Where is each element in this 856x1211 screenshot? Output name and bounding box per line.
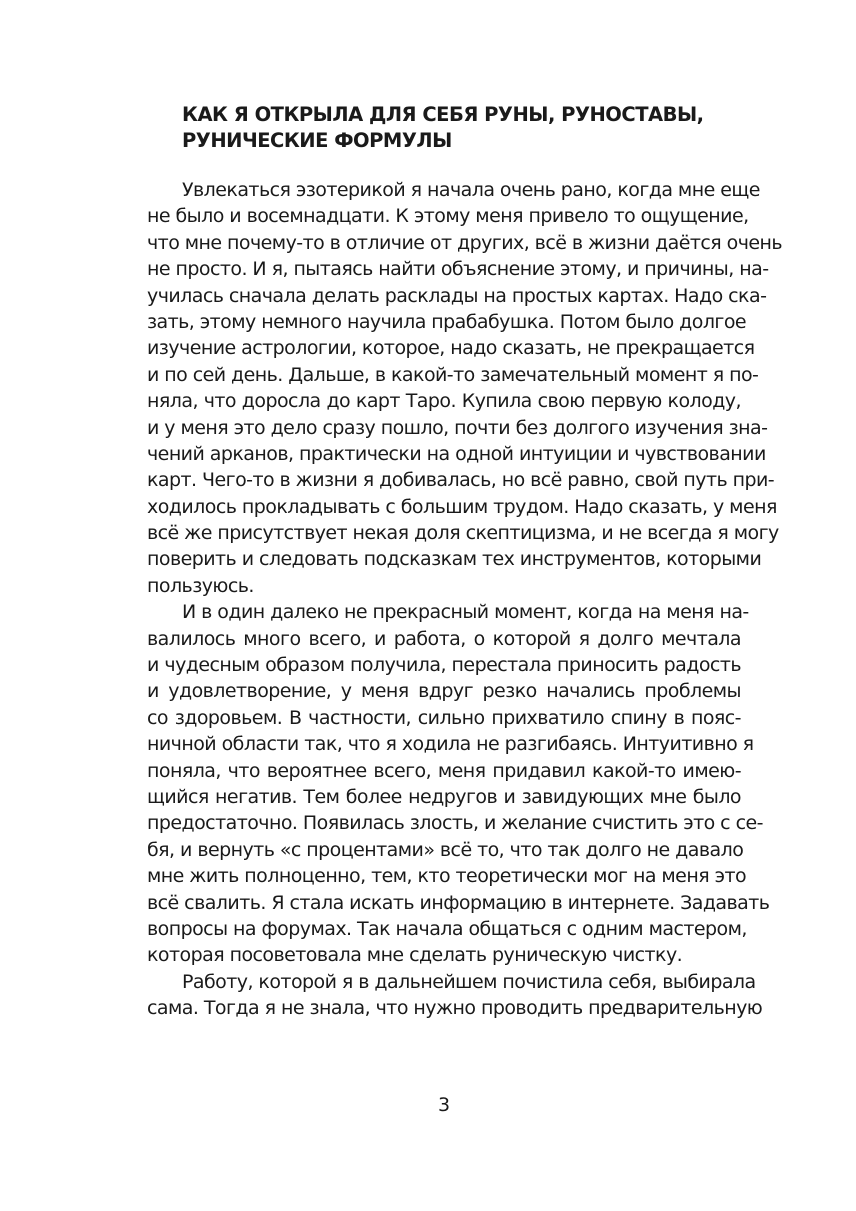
paragraph-2-line: вопросы на форумах. Так начала общаться с одним мастером, bbox=[147, 917, 747, 940]
paragraph-1-line: пользуюсь. bbox=[147, 574, 254, 597]
paragraph-2-line: валилось много всего, и работа, о которой я долго мечтала bbox=[147, 627, 741, 650]
paragraph-1-line: и у меня это дело сразу пошло, почти без долгого изучения зна- bbox=[147, 416, 768, 439]
paragraph-1-line: ходилось прокладывать с большим трудом. Надо сказать, у меня bbox=[147, 495, 777, 518]
chapter-heading-line: КАК Я ОТКРЫЛА ДЛЯ СЕБЯ РУНЫ, РУНОСТАВЫ, bbox=[182, 103, 704, 126]
paragraph-1-line: карт. Чего-то в жизни я добивалась, но всё равно, свой путь при- bbox=[147, 469, 775, 492]
paragraph-2-line: и чудесным образом получила, перестала приносить радость bbox=[147, 654, 741, 677]
paragraph-3-line: сама. Тогда я не знала, что нужно проводить предварительную bbox=[147, 997, 763, 1020]
paragraph-2-line: всё свалить. Я стала искать информацию в интернете. Задавать bbox=[147, 891, 770, 914]
paragraph-3-line: Работу, которой я в дальнейшем почистила себя, выбирала bbox=[182, 970, 756, 993]
body-text bbox=[147, 177, 783, 1022]
paragraph-2-line: и удовлетворение, у меня вдруг резко начались проблемы bbox=[147, 680, 741, 703]
paragraph-2-line: поняла, что вероятнее всего, меня придавил какой-то имею- bbox=[147, 759, 741, 782]
paragraph-2-line: которая посоветовала мне сделать руническую чистку. bbox=[147, 944, 683, 967]
chapter-heading bbox=[182, 102, 742, 154]
paragraph-1-line: изучение астрологии, которое, надо сказать, не прекращается bbox=[147, 337, 755, 360]
paragraph-1-line: зать, этому немного научила прабабушка. Потом было долгое bbox=[147, 310, 747, 333]
paragraph-2-line: предостаточно. Появилась злость, и желание счистить это с се- bbox=[147, 812, 763, 835]
paragraph-1-line: Увлекаться эзотерикой я начала очень рано, когда мне еще bbox=[182, 179, 760, 201]
paragraph-1-line: не просто. И я, пытаясь найти объяснение этому, и причины, на- bbox=[147, 258, 769, 281]
paragraph-2-line: ничной области так, что я ходила не разгибаясь. Интуитивно я bbox=[147, 733, 754, 756]
page-number: 3 bbox=[437, 1094, 451, 1116]
paragraph-1-line: чений арканов, практически на одной интуиции и чувствовании bbox=[147, 442, 766, 465]
paragraph-2-line: бя, и вернуть «с процентами» всё то, что так долго не давало bbox=[147, 838, 744, 861]
paragraph-2-line: щийся негатив. Тем более недругов и завидующих мне было bbox=[147, 785, 741, 808]
paragraph-1-line: и по сей день. Дальше, в какой-то замечательный момент я по- bbox=[147, 363, 759, 386]
paragraph-1-line: няла, что доросла до карт Таро. Купила свою первую колоду, bbox=[147, 390, 741, 413]
paragraph-1-line: что мне почему-то в отличие от других, всё в жизни даётся очень bbox=[147, 231, 783, 254]
paragraph-1-line: не было и восемнадцати. К этому меня привело то ощущение, bbox=[147, 205, 749, 228]
paragraph-1-line: всё же присутствует некая доля скептицизма, и не всегда я могу bbox=[147, 522, 779, 545]
chapter-heading-line: РУНИЧЕСКИЕ ФОРМУЛЫ bbox=[182, 129, 452, 152]
paragraph-2-line: мне жить полноценно, тем, кто теоретически мог на меня это bbox=[147, 865, 747, 888]
paragraph-1-line: училась сначала делать расклады на простых картах. Надо ска- bbox=[147, 284, 767, 307]
paragraph-1-line: поверить и следовать подсказкам тех инструментов, которыми bbox=[147, 548, 762, 571]
paragraph-2-line: со здоровьем. В частности, сильно прихватило спину в пояс- bbox=[147, 706, 741, 729]
paragraph-2-line: И в один далеко не прекрасный момент, когда на меня на- bbox=[182, 601, 749, 624]
